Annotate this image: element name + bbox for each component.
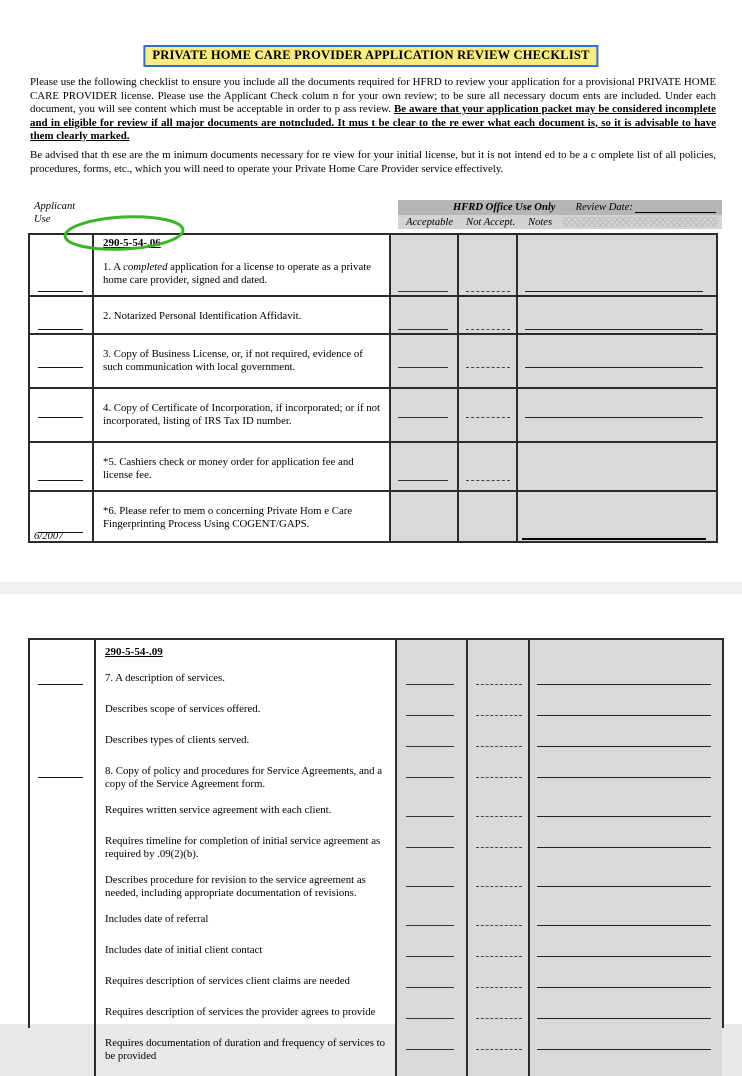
item-1-post: application for a license to operate as a private home care provider, signed and dated. — [103, 261, 372, 287]
checklist-item-text: Includes date of referral — [94, 900, 397, 931]
table-row-item-7 — [30, 659, 722, 690]
notes-blank — [537, 875, 711, 887]
item-text-cell — [92, 235, 391, 295]
notes-column-label: Notes — [528, 216, 553, 228]
table-row-item-5 — [30, 441, 716, 490]
applicant-check-cell — [30, 297, 92, 333]
checklist-item-text: 3. Copy of Business License, or, if not required, evidence of such communication with local government. — [92, 335, 391, 387]
notes-cell — [516, 297, 716, 333]
acceptable-cell — [397, 752, 466, 791]
notes-cell — [528, 931, 722, 962]
not-accept-cell — [466, 861, 528, 900]
applicant-check-cell — [30, 752, 94, 791]
checklist-item-text: Includes date of initial client contact — [94, 931, 397, 962]
acceptable-blank — [406, 735, 454, 747]
notes-cell — [516, 235, 716, 295]
notes-cell — [516, 335, 716, 387]
acceptable-blank — [406, 766, 454, 778]
not-accept-cell — [457, 235, 516, 295]
notes-cell — [516, 492, 716, 541]
acceptable-blank — [406, 976, 454, 988]
acceptable-cell — [397, 690, 466, 721]
review-date-blank — [635, 202, 716, 213]
applicant-check-cell — [30, 721, 94, 752]
applicant-use-column-label — [34, 201, 75, 226]
applicant-check-cell — [30, 389, 92, 441]
notes-cell — [528, 900, 722, 931]
acceptable-cell — [397, 861, 466, 900]
not-accept-blank — [476, 836, 522, 848]
not-accept-cell — [466, 791, 528, 822]
not-accept-cell — [466, 993, 528, 1024]
applicant-check-blank — [38, 416, 83, 418]
notes-blank — [525, 328, 703, 330]
table-fill-row — [30, 1063, 722, 1076]
not-accept-cell — [457, 443, 516, 490]
acceptable-cell — [397, 721, 466, 752]
table-row-subitem — [30, 721, 722, 752]
checklist-item-text: 7. A description of services. — [94, 659, 397, 690]
item-1-pre: 1. A — [103, 261, 124, 274]
acceptable-blank — [406, 914, 454, 926]
checklist-item-text: 4. Copy of Certificate of Incorporation, if incorporated; or if not incorporated, listing of IRS Tax ID number. — [92, 389, 391, 441]
acceptable-cell — [397, 791, 466, 822]
checklist-item-text: Requires timeline for completion of initial service agreement as required by .09(2)(b). — [94, 822, 397, 861]
office-use-only-label: HFRD Office Use Only — [453, 202, 556, 213]
notes-blank — [537, 945, 711, 957]
notes-cell — [516, 443, 716, 490]
notes-cell — [528, 861, 722, 900]
page-separator — [0, 582, 742, 594]
not-accept-cell — [466, 659, 528, 690]
table-row-item-1 — [30, 235, 716, 295]
table-row-subitem — [30, 900, 722, 931]
applicant-check-cell — [30, 1063, 94, 1076]
not-accept-blank — [466, 290, 510, 292]
applicant-check-blank — [38, 290, 83, 292]
notes-hatch-pattern — [562, 217, 718, 227]
applicant-check-blank — [38, 766, 83, 778]
office-use-band — [398, 200, 722, 215]
not-accept-cell — [466, 931, 528, 962]
item-text-cell — [94, 640, 397, 659]
not-accept-column-label: Not Accept. — [466, 216, 516, 228]
notes-cell — [516, 389, 716, 441]
not-accept-cell — [457, 335, 516, 387]
not-accept-blank — [476, 1007, 522, 1019]
applicant-check-cell — [30, 962, 94, 993]
checklist-item-text: Requires description of services the provider agrees to provide — [94, 993, 397, 1024]
table-row-subitem — [30, 1024, 722, 1063]
acceptable-cell — [391, 389, 457, 441]
notes-cell — [528, 659, 722, 690]
notes-blank — [537, 1007, 711, 1019]
acceptable-cell — [397, 1024, 466, 1063]
acceptable-cell — [391, 235, 457, 295]
acceptable-blank — [398, 416, 448, 418]
acceptable-blank — [398, 328, 448, 330]
column-labels-band — [398, 215, 722, 229]
acceptable-cell — [391, 492, 457, 541]
not-accept-blank — [476, 735, 522, 747]
notes-blank — [537, 836, 711, 848]
acceptable-blank — [406, 875, 454, 887]
notes-blank — [537, 1038, 711, 1050]
acceptable-cell — [397, 822, 466, 861]
notes-cell — [528, 690, 722, 721]
acceptable-blank — [406, 673, 454, 685]
applicant-label-line1: Applicant — [34, 201, 76, 212]
not-accept-blank — [466, 328, 510, 330]
notes-blank — [537, 673, 711, 685]
acceptable-cell — [397, 962, 466, 993]
not-accept-cell — [457, 297, 516, 333]
notes-blank — [525, 290, 703, 292]
table-row-item-4 — [30, 387, 716, 441]
notes-blank — [537, 735, 711, 747]
notes-cell — [528, 1024, 722, 1063]
notes-cell — [528, 822, 722, 861]
not-accept-cell — [466, 690, 528, 721]
acceptable-cell — [397, 931, 466, 962]
applicant-check-cell — [30, 659, 94, 690]
not-accept-blank — [476, 945, 522, 957]
table-row-subitem — [30, 993, 722, 1024]
not-accept-blank — [476, 704, 522, 716]
notes-blank — [525, 366, 703, 368]
applicant-check-cell — [30, 640, 94, 659]
item-1-italic: completed — [123, 261, 168, 274]
notes-blank — [525, 416, 703, 418]
not-accept-blank — [476, 805, 522, 817]
acceptable-cell — [397, 900, 466, 931]
acceptable-column-label: Acceptable — [406, 216, 454, 228]
notes-blank — [537, 766, 711, 778]
acceptable-cell — [397, 640, 466, 659]
applicant-check-blank — [38, 673, 83, 685]
not-accept-blank — [476, 673, 522, 685]
applicant-check-blank — [38, 479, 83, 481]
checklist-item-text: Requires description of services client claims are needed — [94, 962, 397, 993]
acceptable-cell — [391, 335, 457, 387]
notes-blank — [537, 976, 711, 988]
applicant-check-cell — [30, 791, 94, 822]
review-date-label: Review Date: — [575, 202, 633, 213]
notes-cell — [528, 1063, 722, 1076]
not-accept-blank — [476, 976, 522, 988]
checklist-item-text: 2. Notarized Personal Identification Affidavit. — [92, 297, 391, 333]
checklist-item-text: *6. Please refer to mem o concerning Private Hom e Care Fingerprinting Process Using COGENT/GAPS. — [92, 492, 391, 541]
regulation-code: 290-5-54-.09 — [105, 646, 163, 658]
acceptable-cell — [397, 1063, 466, 1076]
applicant-check-blank — [38, 366, 83, 368]
notes-blank-heavy — [522, 538, 706, 540]
table-row-item-8 — [30, 752, 722, 791]
table-row-section-code — [30, 640, 722, 659]
not-accept-blank — [466, 479, 510, 481]
table-row-subitem — [30, 861, 722, 900]
acceptable-blank — [406, 836, 454, 848]
not-accept-blank — [466, 416, 510, 418]
intro-lead: Please use the following checklist to ensure you include all the documents required for HFRD to review your application for a provisional PRIVATE HOME CARE PROVIDER license. Please use the Applicant Check colum n for your own review; to be sure all necessary docum ents are included. Under each document, you will see content which must be acceptable in order to p ass review. — [30, 76, 716, 116]
applicant-check-cell — [30, 690, 94, 721]
applicant-check-cell — [30, 993, 94, 1024]
not-accept-blank — [476, 875, 522, 887]
checklist-item-text: *5. Cashiers check or money order for application fee and license fee. — [92, 443, 391, 490]
advisory-paragraph: Be advised that th ese are the m inimum documents necessary for re view for your initial license, but it is not intend ed to be a c omplete list of all policies, procedures, forms, etc., which you will need to operate your Private Home Care Provider service effectively. — [30, 149, 716, 175]
intro-warning: Be aware that your application packet may be considered incomplete and in eligible for review if all major documents are notncluded. It mus t be clear to the re ewer what each document is, so it is advisable to have them clearly marked. — [30, 103, 716, 143]
page-footer-date: 6/2007 — [34, 531, 64, 542]
checklist-item-text: Describes procedure for revision to the service agreement as needed, including appropriate documentation of revisions. — [94, 861, 397, 900]
not-accept-cell — [466, 900, 528, 931]
acceptable-blank — [406, 1038, 454, 1050]
acceptable-blank — [406, 945, 454, 957]
applicant-check-cell — [30, 443, 92, 490]
acceptable-cell — [397, 659, 466, 690]
checklist-item-text: 8. Copy of policy and procedures for Service Agreements, and a copy of the Service Agreement form. — [94, 752, 397, 791]
intro-paragraph — [30, 76, 716, 144]
office-use-header — [398, 200, 722, 229]
regulation-code: 290-5-54-.06 — [103, 237, 161, 249]
not-accept-blank — [466, 366, 510, 368]
table-row-item-3 — [30, 333, 716, 387]
acceptable-blank — [398, 479, 448, 481]
notes-blank — [537, 704, 711, 716]
not-accept-cell — [466, 1024, 528, 1063]
table-row-subitem — [30, 791, 722, 822]
notes-blank — [537, 805, 711, 817]
notes-cell — [528, 993, 722, 1024]
item-text-cell — [94, 1063, 397, 1076]
acceptable-blank — [398, 290, 448, 292]
acceptable-blank — [398, 366, 448, 368]
notes-blank — [537, 914, 711, 926]
not-accept-cell — [457, 389, 516, 441]
table-row-item-2 — [30, 295, 716, 333]
checklist-item-text: Requires written service agreement with each client. — [94, 791, 397, 822]
applicant-check-cell — [30, 235, 92, 295]
checklist-item-text: Describes types of clients served. — [94, 721, 397, 752]
not-accept-cell — [466, 752, 528, 791]
not-accept-cell — [457, 492, 516, 541]
acceptable-blank — [406, 805, 454, 817]
notes-cell — [528, 721, 722, 752]
acceptable-cell — [391, 297, 457, 333]
applicant-check-cell — [30, 900, 94, 931]
acceptable-cell — [391, 443, 457, 490]
notes-cell — [528, 752, 722, 791]
table-row-subitem — [30, 822, 722, 861]
notes-cell — [528, 791, 722, 822]
checklist-table-2 — [28, 638, 724, 1062]
table-row-subitem — [30, 690, 722, 721]
table-row-subitem — [30, 962, 722, 993]
not-accept-cell — [466, 640, 528, 659]
not-accept-blank — [476, 914, 522, 926]
applicant-check-cell — [30, 1024, 94, 1063]
applicant-label-line2: Use — [34, 213, 51, 225]
checklist-item-text — [103, 261, 382, 287]
applicant-check-cell — [30, 861, 94, 900]
checklist-table-1 — [28, 233, 718, 543]
notes-cell — [528, 962, 722, 993]
applicant-check-blank — [38, 328, 83, 330]
not-accept-blank — [476, 766, 522, 778]
acceptable-cell — [397, 993, 466, 1024]
notes-cell — [528, 640, 722, 659]
applicant-check-cell — [30, 931, 94, 962]
checklist-item-text: Requires documentation of duration and frequency of services to be provided — [94, 1024, 397, 1063]
document-title: PRIVATE HOME CARE PROVIDER APPLICATION REVIEW CHECKLIST — [143, 45, 598, 67]
table-row-item-6 — [30, 490, 716, 541]
not-accept-blank — [476, 1038, 522, 1050]
not-accept-cell — [466, 1063, 528, 1076]
table-row-subitem — [30, 931, 722, 962]
acceptable-blank — [406, 1007, 454, 1019]
applicant-check-cell — [30, 335, 92, 387]
acceptable-blank — [406, 704, 454, 716]
checklist-item-text: Describes scope of services offered. — [94, 690, 397, 721]
not-accept-cell — [466, 721, 528, 752]
not-accept-cell — [466, 822, 528, 861]
not-accept-cell — [466, 962, 528, 993]
applicant-check-cell — [30, 822, 94, 861]
